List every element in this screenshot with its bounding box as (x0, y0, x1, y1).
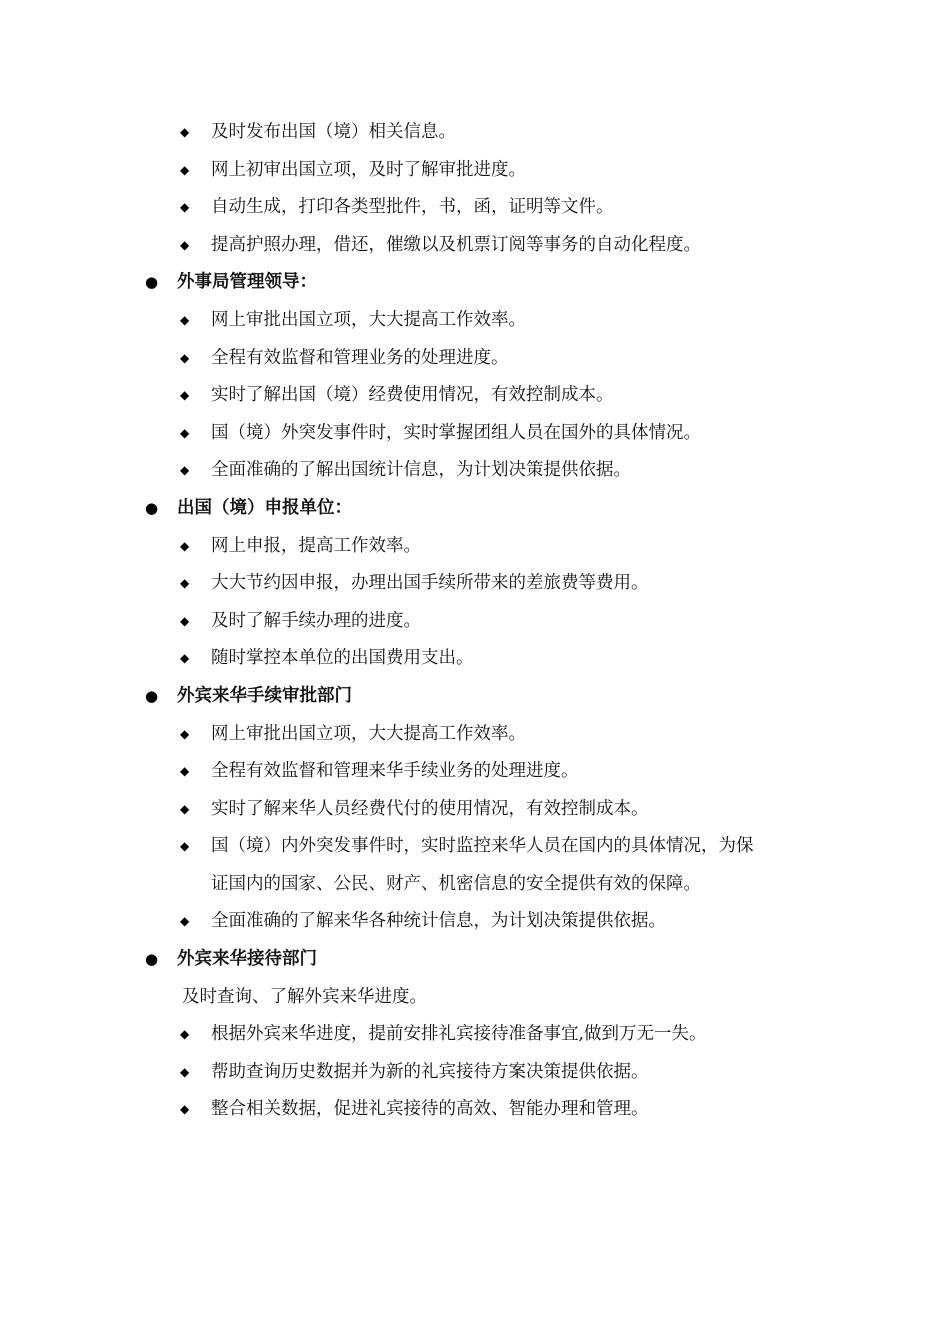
list-item-text: 证国内的国家、公民、财产、机密信息的安全提供有效的保障。 (211, 873, 701, 894)
section-heading-text: 外宾来华手续审批部门 (177, 685, 352, 706)
list-item (0, 1054, 950, 1092)
list-item (0, 340, 950, 378)
list-item (0, 640, 950, 678)
round-bullet-icon: ● (145, 950, 159, 969)
list-item (0, 1091, 950, 1129)
list-item-text: 随时掌控本单位的出国费用支出。 (211, 648, 474, 669)
list-item-text: 网上初审出国立项，及时了解审批进度。 (211, 159, 526, 180)
diamond-bullet-icon: ◆ (180, 1027, 190, 1042)
list-item (0, 828, 950, 866)
paragraph-text: 及时查询、了解外宾来华进度。 (182, 986, 427, 1007)
list-item-text: 自动生成，打印各类型批件，书，函，证明等文件。 (211, 197, 614, 218)
diamond-bullet-icon: ◆ (180, 1102, 190, 1117)
list-item-text: 全程有效监督和管理来华手续业务的处理进度。 (211, 761, 579, 782)
list-item (0, 152, 950, 190)
section-heading (0, 264, 950, 302)
list-item-text: 全面准确的了解来华各种统计信息，为计划决策提供依据。 (211, 911, 666, 932)
diamond-bullet-icon: ◆ (180, 538, 190, 553)
list-item (0, 415, 950, 453)
list-item-text: 国（境）外突发事件时，实时掌握团组人员在国外的具体情况。 (211, 422, 701, 443)
round-bullet-icon: ● (145, 686, 159, 705)
diamond-bullet-icon: ◆ (180, 651, 190, 666)
diamond-bullet-icon: ◆ (180, 576, 190, 591)
section-heading (0, 490, 950, 528)
list-item (0, 716, 950, 754)
list-item (0, 377, 950, 415)
list-item (0, 603, 950, 641)
list-item-text: 实时了解出国（境）经费使用情况，有效控制成本。 (211, 385, 614, 406)
list-item-text: 网上审批出国立项，大大提高工作效率。 (211, 309, 526, 330)
round-bullet-icon: ● (145, 273, 159, 292)
list-item-text: 大大节约因申报，办理出国手续所带来的差旅费等费用。 (211, 573, 649, 594)
diamond-bullet-icon: ◆ (180, 613, 190, 628)
list-item (0, 528, 950, 566)
section-heading-text: 出国（境）申报单位： (177, 497, 352, 518)
document-page (0, 114, 950, 1129)
round-bullet-icon: ● (145, 498, 159, 517)
section-heading (0, 941, 950, 979)
list-item (0, 791, 950, 829)
diamond-bullet-icon: ◆ (180, 726, 190, 741)
list-item (0, 227, 950, 265)
section-heading-text: 外事局管理领导： (177, 272, 317, 293)
list-item (0, 189, 950, 227)
diamond-bullet-icon: ◆ (180, 388, 190, 403)
list-item-text: 实时了解来华人员经费代付的使用情况，有效控制成本。 (211, 798, 649, 819)
list-item-text: 帮助查询历史数据并为新的礼宾接待方案决策提供依据。 (211, 1061, 649, 1082)
list-item (0, 114, 950, 152)
list-item-text: 及时发布出国（境）相关信息。 (211, 122, 456, 142)
list-item-text: 提高护照办理，借还，催缴以及机票订阅等事务的自动化程度。 (211, 234, 701, 255)
paragraph (0, 979, 950, 1017)
list-item (0, 452, 950, 490)
diamond-bullet-icon: ◆ (180, 312, 190, 327)
section-heading-text: 外宾来华接待部门 (177, 949, 317, 970)
diamond-bullet-icon: ◆ (180, 1064, 190, 1079)
diamond-bullet-icon: ◆ (180, 914, 190, 929)
diamond-bullet-icon: ◆ (180, 237, 190, 252)
list-item-continuation (0, 866, 950, 904)
list-item-text: 全程有效监督和管理业务的处理进度。 (211, 347, 509, 368)
diamond-bullet-icon: ◆ (180, 200, 190, 215)
list-item (0, 1016, 950, 1054)
diamond-bullet-icon: ◆ (180, 801, 190, 816)
list-item-text: 网上申报，提高工作效率。 (211, 535, 421, 556)
list-item-text: 根据外宾来华进度，提前安排礼宾接待准备事宜,做到万无一失。 (211, 1024, 707, 1045)
diamond-bullet-icon: ◆ (180, 350, 190, 365)
section-heading (0, 678, 950, 716)
list-item-text: 网上审批出国立项，大大提高工作效率。 (211, 723, 526, 744)
diamond-bullet-icon: ◆ (180, 839, 190, 854)
list-item (0, 565, 950, 603)
list-item-text: 整合相关数据，促进礼宾接待的高效、智能办理和管理。 (211, 1099, 649, 1120)
diamond-bullet-icon: ◆ (180, 162, 190, 177)
list-item-text: 全面准确的了解出国统计信息，为计划决策提供依据。 (211, 460, 631, 481)
diamond-bullet-icon: ◆ (180, 463, 190, 478)
list-item (0, 903, 950, 941)
list-item (0, 753, 950, 791)
diamond-bullet-icon: ◆ (180, 425, 190, 440)
diamond-bullet-icon: ◆ (180, 764, 190, 779)
list-item-text: 国（境）内外突发事件时，实时监控来华人员在国内的具体情况，为保 (211, 836, 754, 857)
diamond-bullet-icon: ◆ (180, 125, 190, 139)
list-item-text: 及时了解手续办理的进度。 (211, 610, 421, 631)
list-item (0, 302, 950, 340)
